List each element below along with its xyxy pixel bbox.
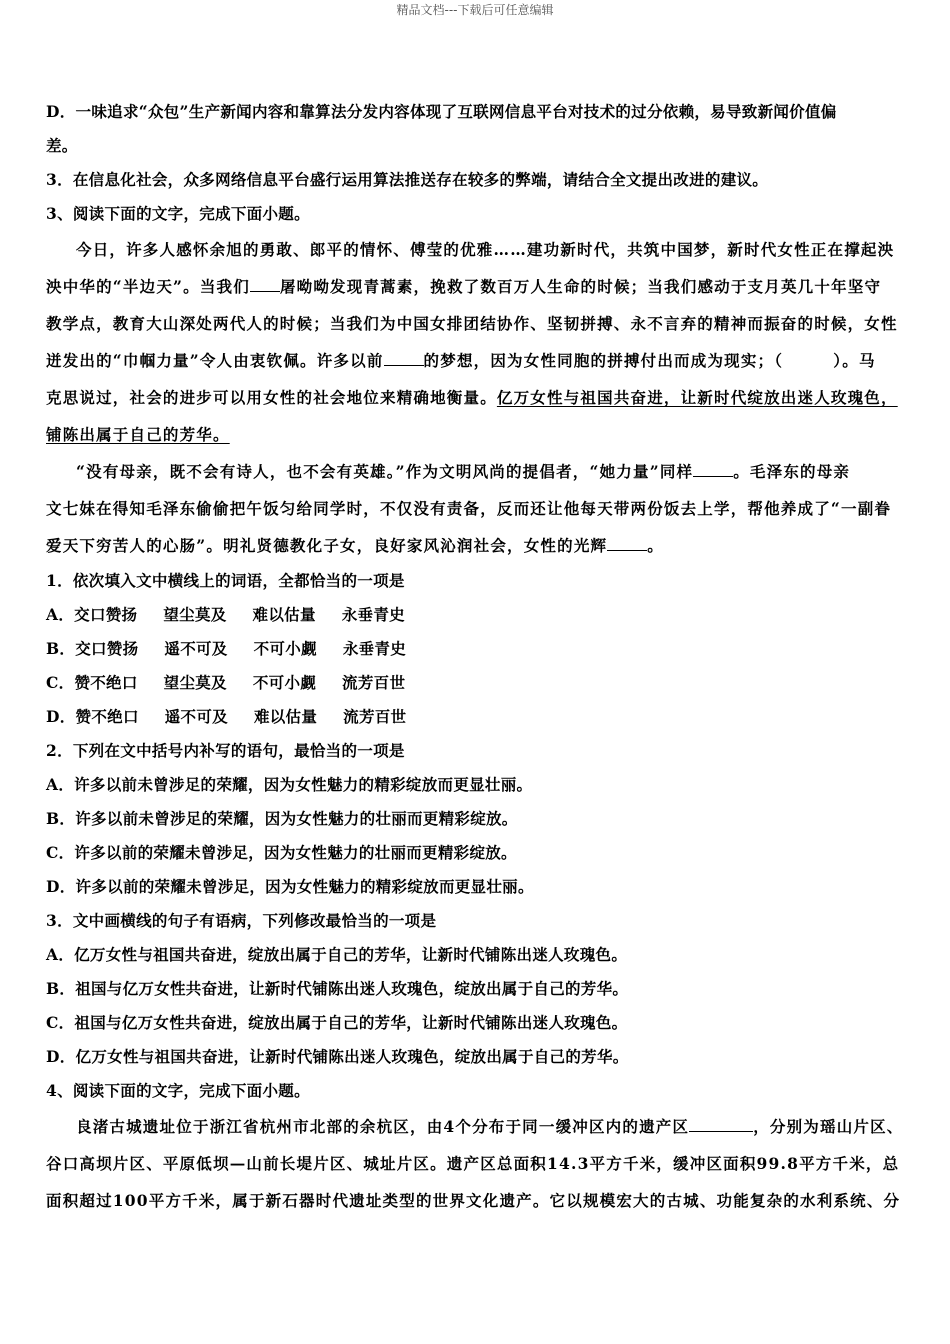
question-2-option-c: C．许多以前的荣耀未曾涉足，因为女性魅力的壮丽而更精彩绽放。 bbox=[46, 843, 517, 862]
question-1-option-d: D．赞不绝口 遥不可及 难以估量 流芳百世 bbox=[46, 707, 407, 726]
question-1-option-a: A．交口赞扬 望尘莫及 难以估量 永垂青史 bbox=[46, 605, 405, 624]
fill-blank bbox=[689, 1117, 753, 1132]
question-3-option-d: D．亿万女性与祖国共奋进，让新时代铺陈出迷人玫瑰色，绽放出属于自己的芳华。 bbox=[46, 1047, 629, 1066]
passage-line: 面积超过100平方千米，属于新石器时代遗址类型的世界文化遗产。它以规模宏大的古城、功能复杂的水利系统、分 bbox=[46, 1191, 901, 1210]
underlined-sentence: 铺陈出属于自己的芳华。 bbox=[46, 425, 230, 444]
question-3-option-c: C．祖国与亿万女性共奋进，绽放出属于自己的芳华，让新时代铺陈出迷人玫瑰色。 bbox=[46, 1013, 628, 1032]
document-body bbox=[46, 95, 908, 1219]
passage-line bbox=[46, 416, 908, 453]
question-1-option-c: C．赞不绝口 望尘莫及 不可小觑 流芳百世 bbox=[46, 673, 406, 692]
question-2-option-d: D．许多以前的荣耀未曾涉足，因为女性魅力的精彩绽放而更显壮丽。 bbox=[46, 877, 534, 896]
question-1-option-b: B．交口赞扬 遥不可及 不可小觑 永垂青史 bbox=[46, 639, 407, 658]
section4-title: 4、阅读下面的文字，完成下面小题。 bbox=[46, 1081, 310, 1100]
question-3-option-a: A．亿万女性与祖国共奋进，绽放出属于自己的芳华，让新时代铺陈出迷人玫瑰色。 bbox=[46, 945, 628, 964]
fill-blank bbox=[250, 277, 280, 292]
fill-blank bbox=[693, 462, 733, 477]
passage-line: 迸发出的“巾帼力量”令人由衷钦佩。许多以前 的梦想，因为女性同胞的拼搏付出而成为现实；（ ）。马 bbox=[46, 351, 876, 370]
section3-title: 3、阅读下面的文字，完成下面小题。 bbox=[46, 204, 310, 223]
passage-line: 泱中华的“半边天”。当我们 屠呦呦发现青蒿素，挽救了数百万人生命的时候；当我们感动于支月英几十年坚守 bbox=[46, 277, 882, 296]
passage-line: 良渚古城遗址位于浙江省杭州市北部的余杭区，由4个分布于同一缓冲区内的遗产区 ，分别为瑶山片区、 bbox=[76, 1117, 904, 1136]
passage-line: 文七妹在得知毛泽东偷偷把午饭匀给同学时，不仅没有责备，反而还让他每天带两份饭去上学，帮他养成了“一副眷 bbox=[46, 499, 892, 518]
prev-option-d-line1: D．一味追求“众包”生产新闻内容和靠算法分发内容体现了互联网信息平台对技术的过分依赖，易导致新闻价值偏 bbox=[46, 102, 837, 121]
question-3-option-b: B．祖国与亿万女性共奋进，让新时代铺陈出迷人玫瑰色，绽放出属于自己的芳华。 bbox=[46, 979, 629, 998]
question-1-stem: 1．依次填入文中横线上的词语，全都恰当的一项是 bbox=[46, 571, 405, 590]
prev-option-d-line2: 差。 bbox=[46, 136, 78, 155]
passage-line: “没有母亲，既不会有诗人，也不会有英雄。”作为文明风尚的提倡者，“她力量”同样 。毛泽东的母亲 bbox=[76, 462, 851, 481]
fill-blank bbox=[384, 351, 424, 366]
question-2-stem: 2．下列在文中括号内补写的语句，最恰当的一项是 bbox=[46, 741, 405, 760]
passage-line: 爱天下穷苦人的心肠”。明礼贤德教化子女，良好家风沁润社会，女性的光辉 。 bbox=[46, 536, 664, 555]
passage-line: 教学点，教育大山深处两代人的时候；当我们为中国女排团结协作、坚韧拼搏、永不言弃的精神而振奋的时候，女性 bbox=[46, 314, 898, 333]
question-3-stem: 3．文中画横线的句子有语病，下列修改最恰当的一项是 bbox=[46, 911, 437, 930]
question-2-option-b: B．许多以前未曾涉足的荣耀，因为女性魅力的壮丽而更精彩绽放。 bbox=[46, 809, 518, 828]
passage-line: 谷口高坝片区、平原低坝—山前长堤片区、城址片区。遗产区总面积14.3平方千米，缓冲区面积99.8平方千米，总 bbox=[46, 1154, 900, 1173]
underlined-sentence: 亿万女性与祖国共奋进，让新时代绽放出迷人玫瑰色， bbox=[496, 388, 898, 407]
fill-blank bbox=[607, 536, 647, 551]
passage-line: 克思说过，社会的进步可以用女性的社会地位来精确地衡量。亿万女性与祖国共奋进，让新时代绽放出迷人玫瑰色， bbox=[46, 388, 898, 407]
page-header: 精品文档---下载后可任意编辑 bbox=[396, 3, 554, 17]
passage-line: 今日，许多人感怀余旭的勇敢、郎平的情怀、傅莹的优雅……建功新时代，共筑中国梦，新时代女性正在撑起泱 bbox=[76, 240, 895, 259]
prev-question-3: 3．在信息化社会，众多网络信息平台盛行运用算法推送存在较多的弊端，请结合全文提出改进的建议。 bbox=[46, 170, 769, 189]
question-2-option-a: A．许多以前未曾涉足的荣耀，因为女性魅力的精彩绽放而更显壮丽。 bbox=[46, 775, 533, 794]
